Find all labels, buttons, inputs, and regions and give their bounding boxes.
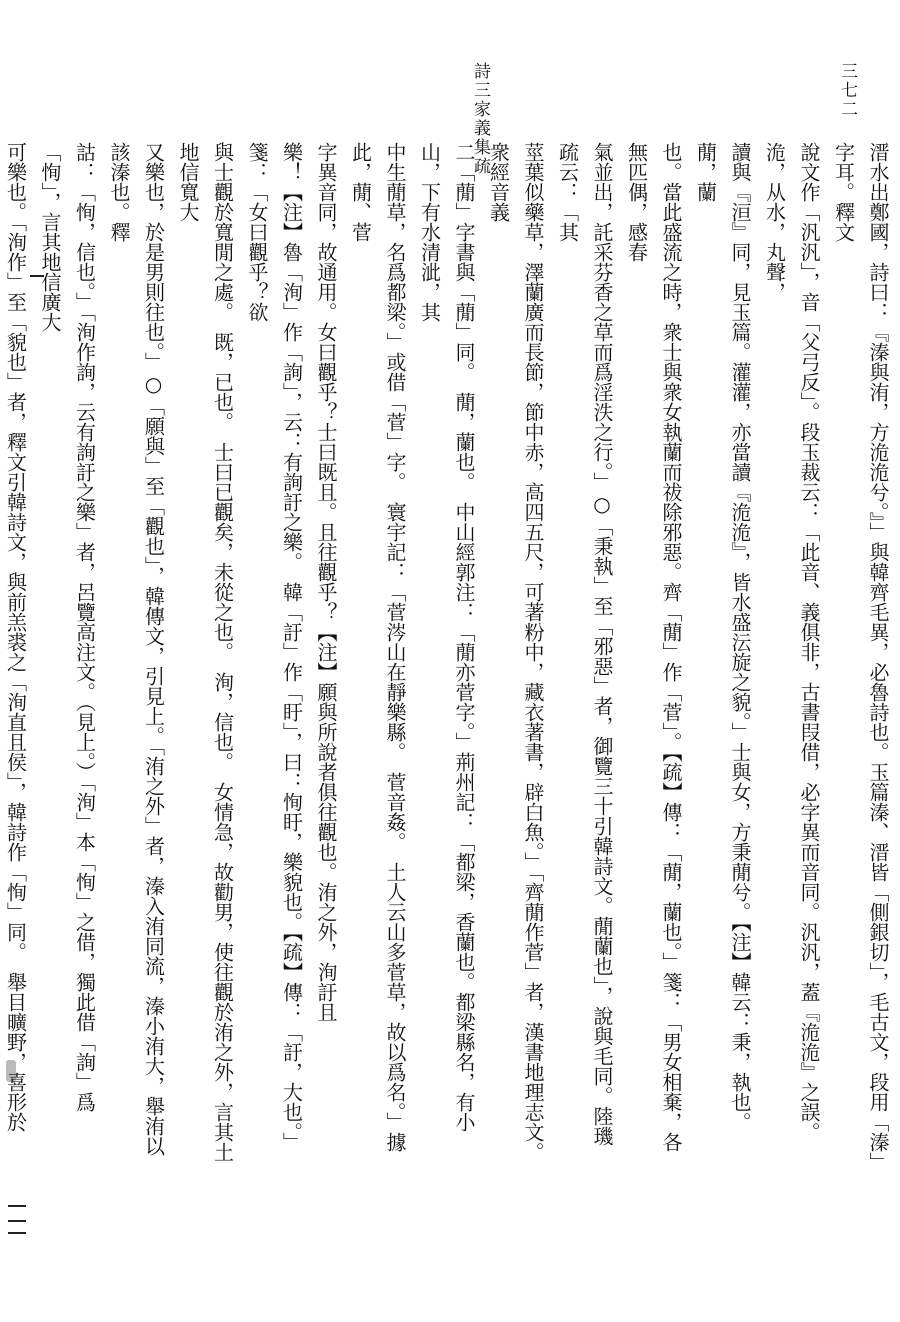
body-text [3, 142, 895, 1162]
text-column: 詁：「恂，信也。」「洵作詢，云有詢訏之樂」者，呂覽高注文。（見上。）「洵」本「恂」之借，獨此借「詢」爲「恂」，言其地信廣大 [38, 142, 97, 1112]
text-column: 莖葉似藥草，澤蘭廣而長節，節中赤，高四五尺，可著粉中，藏衣著書，辟白魚。」「齊蕑作菅」者，漢書地理志文。衆經音義 [486, 142, 545, 1162]
text-column: 樂！【注】魯「洵」作「詢」，云：有詢訏之樂。 韓「訏」作「盱」，曰：恂盱，樂貌也。【疏】傳：「訏，大也。」箋：「女曰觀乎？欲 [245, 142, 304, 1152]
text-column: 讀與『洹』同，見玉篇。灌灌，亦當讀『洈洈』，皆水盛沄旋之貌。」士與女，方秉蕑兮。【注】韓云：秉，執也。蕑，蘭 [693, 142, 752, 1132]
text-column: 溍水出鄭國，詩曰：『溱與洧，方洈洈兮。』」與韓齊毛異，必魯詩也。玉篇溱、溍皆「側銀切」，毛古文，段用「溱」字耳。釋文 [831, 142, 890, 1162]
text-column: 字異音同，故通用。女曰觀乎？士曰既且。且往觀乎？【注】願與所說者俱往觀也。洧之外，洵訏且 [314, 142, 338, 1022]
page-number: 三七二 [837, 62, 857, 119]
margin-mark [8, 1232, 26, 1234]
text-column: 可樂也。「洵作」至「貌也」者，釋文引韓詩文，與前羔裘之「洵直且侯」，韓詩作「恂」同。 舉目曠野，喜形於 [3, 142, 28, 1132]
text-column: 氣並出，託采芬香之草而爲淫泆之行。」○「秉執」至「邪惡」者，御覽三十引韓詩文。蕑蘭也」，說與毛同。陸璣疏云：「其 [555, 142, 614, 1146]
running-header-title: 詩三家義集疏 [470, 62, 490, 176]
margin-mark [8, 1220, 26, 1222]
margin-mark [8, 1205, 26, 1207]
text-column: 中生蕑草，名爲都梁。」或借「菅」字。 寰宇記：「菅涔山在靜樂縣。 菅音姦。 土人云山多菅草，故以爲名。」據此，蕑、菅 [348, 142, 407, 1152]
text-column: 又樂也，於是男則往也。」○「願與」至「觀也」，韓傳文，引見上。「洧之外」者，溱入洧同流，溱小洧大，舉洧以該溱也。釋 [107, 142, 166, 1156]
text-column: 說文作「汎汎」，音「父弓反」。段玉裁云：「此音、義俱非，古書叚借，必字異而音同。汎汎，蓋『洈洈』之誤。洈，从水，丸聲， [762, 142, 821, 1142]
text-column: 也。當此盛流之時，衆士與衆女執蘭而祓除邪惡。齊「蕑」作「菅」。【疏】傳：「蕑，蘭也。」箋：「男女相棄，各無匹偶，感春 [624, 142, 683, 1152]
text-column: 與士觀於寬閒之處。 既，已也。 士曰已觀矣，未從之也。 洵，信也。 女情急，故勸男，使往觀於洧之外，言其土地信寬大 [176, 142, 235, 1162]
text-column: 二「蕑」字書與「蕑」同。 蕑，蘭也。 中山經郭注：「蕑亦菅字。」荊州記：「都梁，香蘭也。都梁縣名，有小山，下有水清泚，其 [417, 142, 476, 1132]
